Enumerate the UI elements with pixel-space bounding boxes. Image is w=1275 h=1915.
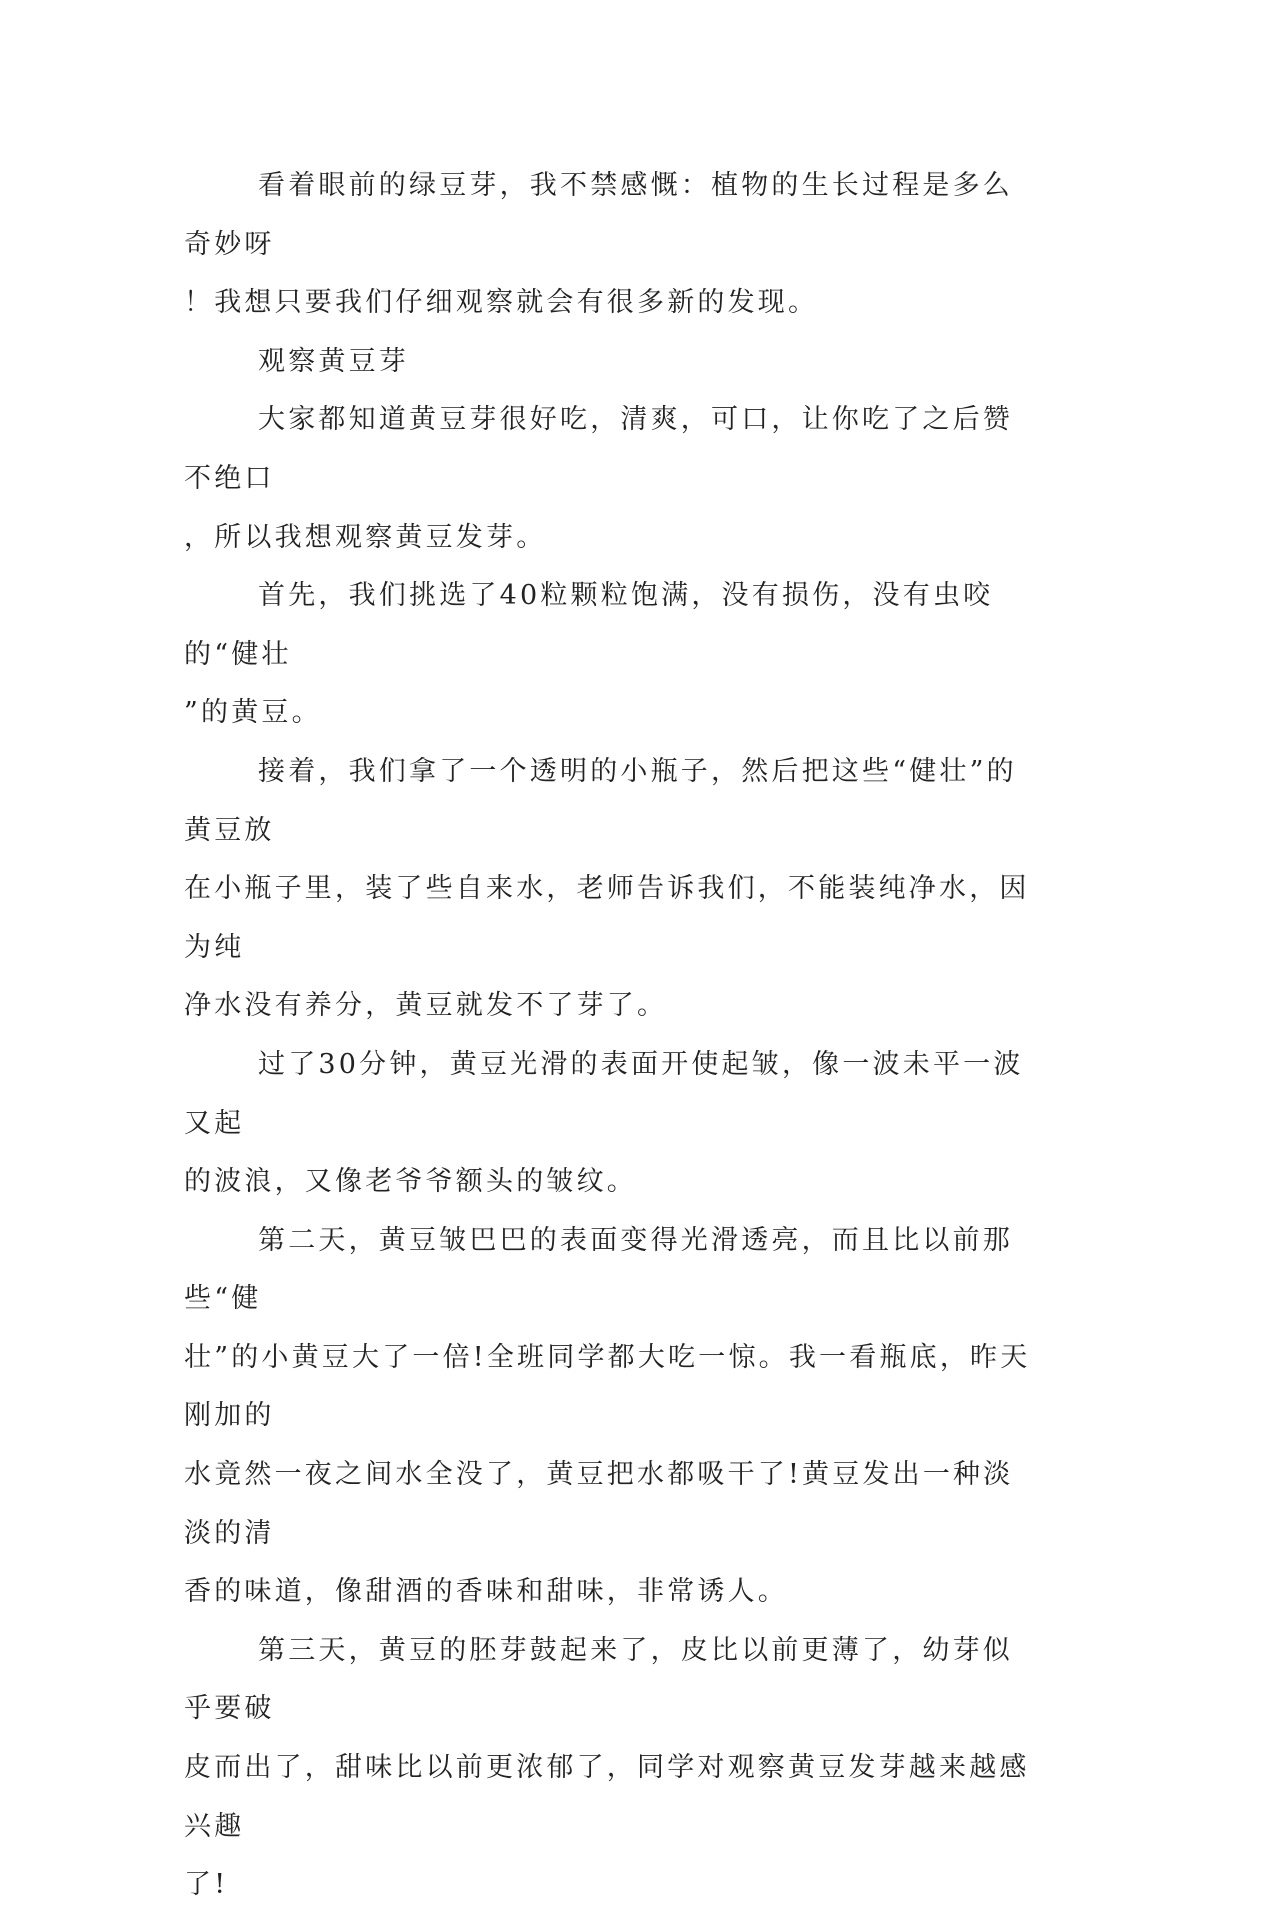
- text-line: 壮”的小黄豆大了一倍!全班同学都大吃一惊。我一看瓶底，昨天刚加的: [184, 1341, 1031, 1432]
- text-line: 第三天，黄豆的胚芽鼓起来了，皮比以前更薄了，幼芽似乎要破: [184, 1634, 1013, 1725]
- text-line: 香的味道，像甜酒的香味和甜味，非常诱人。: [184, 1576, 788, 1608]
- text-line: 过了30分钟，黄豆光滑的表面开使起皱，像一波未平一波又起: [184, 1048, 1024, 1139]
- text-line: 皮而出了，甜味比以前更浓郁了，同学对观察黄豆发芽越来越感兴趣: [184, 1752, 1030, 1842]
- paragraph: [184, 1622, 1036, 1915]
- paragraph: [184, 1036, 1036, 1212]
- text-line: 在小瓶子里，装了些自来水，老师告诉我们，不能装纯净水，因为纯: [184, 873, 1030, 963]
- paragraph: [184, 157, 1036, 333]
- text-line: 观察黄豆芽: [258, 345, 409, 377]
- paragraph: [184, 391, 1036, 567]
- text-line: 首先，我们挑选了40粒颗粒饱满，没有损伤，没有虫咬的“健壮: [184, 580, 994, 670]
- text-line: ！我想只要我们仔细观察就会有很多新的发现。: [184, 287, 819, 319]
- text-line: 第二天，黄豆皱巴巴的表面变得光滑透亮，而且比以前那些“健: [184, 1224, 1013, 1315]
- paragraph: [184, 743, 1036, 1036]
- paragraph: [184, 1212, 1036, 1622]
- body-text: [184, 157, 1036, 1915]
- text-line: 的波浪，又像老爷爷额头的皱纹。: [184, 1166, 637, 1198]
- text-line: 水竟然一夜之间水全没了，黄豆把水都吸干了!黄豆发出一种淡淡的清: [184, 1459, 1014, 1549]
- text-line: 看着眼前的绿豆芽，我不禁感慨：植物的生长过程是多么奇妙呀: [184, 170, 1013, 260]
- paragraph: [184, 567, 1036, 743]
- text-line: 大家都知道黄豆芽很好吃，清爽，可口，让你吃了之后赞不绝口: [184, 404, 1013, 494]
- text-line: 净水没有养分，黄豆就发不了芽了。: [184, 990, 668, 1022]
- text-line: ，所以我想观察黄豆发芽。: [184, 521, 547, 553]
- text-line: 了!: [184, 1869, 229, 1901]
- text-line: ”的黄豆。: [184, 697, 322, 729]
- paragraph: [184, 333, 1036, 392]
- text-line: 接着，我们拿了一个透明的小瓶子，然后把这些“健壮”的黄豆放: [184, 755, 1017, 846]
